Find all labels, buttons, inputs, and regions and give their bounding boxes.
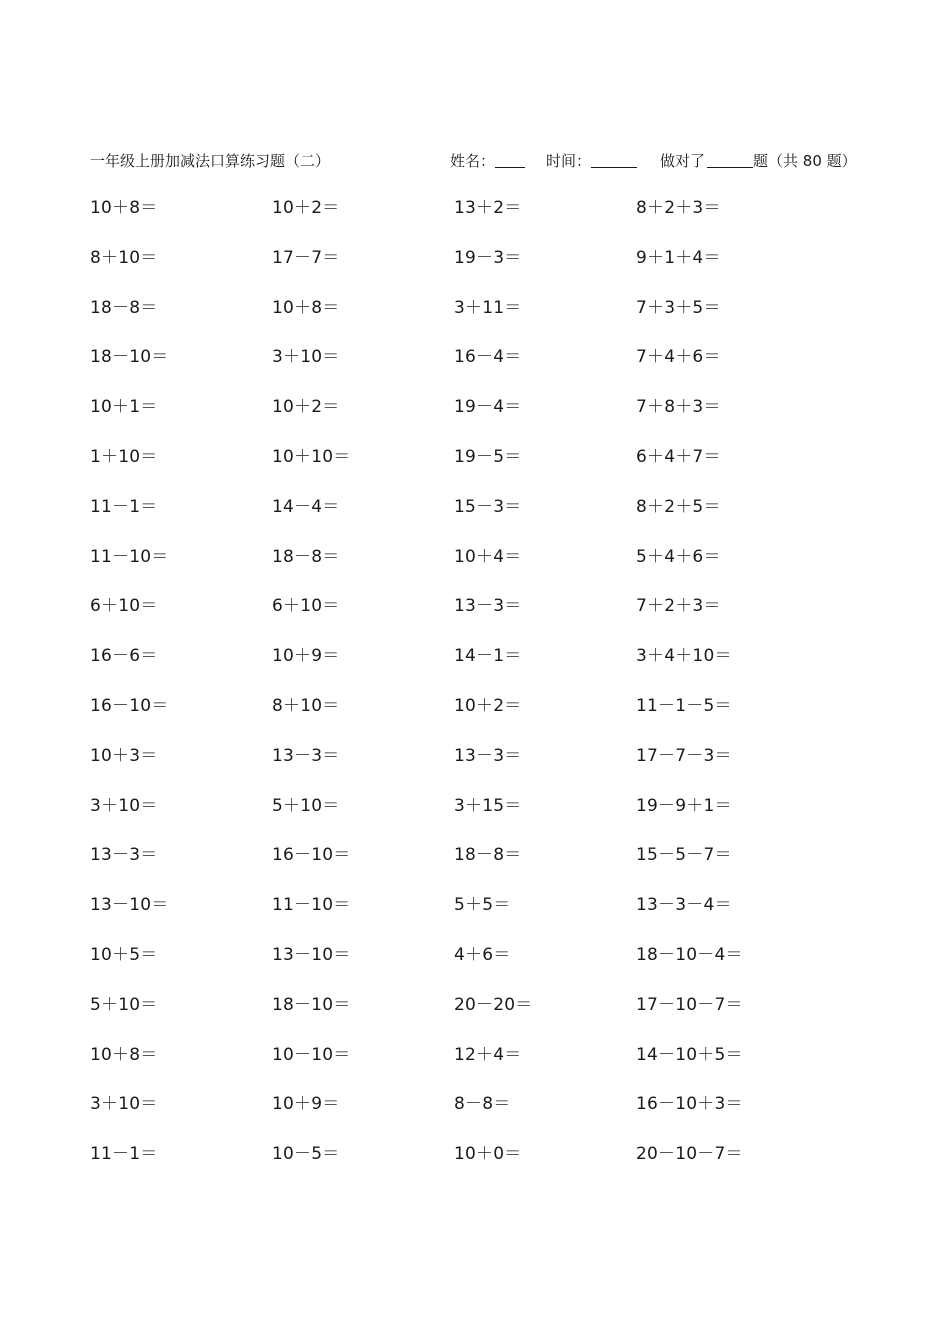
problem-item: 5＋5＝ [454,895,511,916]
time-label: 时间： [546,152,592,170]
problem-item: 5＋10＝ [272,795,340,816]
problem-item: 18－10＝ [272,994,351,1015]
worksheet-title: 一年级上册加减法口算练习题（二） [90,152,331,170]
problem-item: 9＋1＋4＝ [636,247,721,268]
problem-item: 6＋4＋7＝ [636,446,721,467]
problem-grid [90,195,790,1191]
problem-item: 10＋10＝ [272,446,351,467]
problem-item: 10＋4＝ [454,546,522,567]
problem-row [90,444,790,494]
correct-label: 做对了 [660,152,706,170]
correct-count-blank [707,151,753,168]
problem-item: 10－10＝ [272,1044,351,1065]
problem-item: 7＋3＋5＝ [636,297,721,318]
problem-item: 3＋15＝ [454,795,522,816]
problem-item: 11－10＝ [272,895,351,916]
problem-row [90,544,790,594]
problem-item: 13－10＝ [90,895,169,916]
problem-item: 10＋3＝ [90,745,158,766]
problem-item: 3＋10＝ [90,795,158,816]
problem-item: 19－4＝ [454,397,522,418]
problem-item: 11－10＝ [90,546,169,567]
problem-item: 6＋10＝ [272,596,340,617]
problem-item: 10＋9＝ [272,646,340,667]
problem-item: 8＋2＋5＝ [636,496,721,517]
problem-item: 13＋2＝ [454,198,522,218]
problem-item: 7＋4＋6＝ [636,347,721,368]
problem-item: 16－10＋3＝ [636,1094,743,1115]
problem-item: 14－4＝ [272,496,340,517]
name-blank [495,151,525,168]
problem-item: 19－9＋1＝ [636,795,732,816]
problem-row [90,1091,790,1141]
problem-item: 16－10＝ [90,695,169,716]
problem-item: 19－3＝ [454,247,522,268]
problem-item: 1＋10＝ [90,446,158,467]
problem-item: 13－3－4＝ [636,895,732,916]
name-label: 姓名： [450,152,496,170]
problem-item: 8＋2＋3＝ [636,198,721,218]
problem-item: 10－5＝ [272,1144,340,1165]
problem-item: 18－8＝ [454,845,522,866]
problem-item: 11－1－5＝ [636,695,732,716]
problem-row [90,942,790,992]
problem-item: 5＋4＋6＝ [636,546,721,567]
problem-item: 13－3＝ [454,596,522,617]
problem-row [90,344,790,394]
name-field-group [450,148,525,174]
problem-row [90,593,790,643]
problem-item: 16－6＝ [90,646,158,667]
problem-item: 17－10－7＝ [636,994,743,1015]
score-field-group [660,148,857,174]
problem-item: 10＋1＝ [90,397,158,418]
problem-item: 10＋0＝ [454,1144,522,1165]
problem-item: 10＋9＝ [272,1094,340,1115]
problem-item: 13－3＝ [90,845,158,866]
worksheet-header [90,148,880,174]
problem-item: 12＋4＝ [454,1044,522,1065]
problem-item: 10＋8＝ [272,297,340,318]
problem-item: 8＋10＝ [90,247,158,268]
problem-row [90,494,790,544]
problem-item: 18－8＝ [90,297,158,318]
time-field-group [546,148,637,174]
problem-row [90,842,790,892]
problem-item: 7＋8＋3＝ [636,397,721,418]
problem-item: 10＋2＝ [272,198,340,218]
problem-row [90,295,790,345]
problem-item: 20－10－7＝ [636,1144,743,1165]
problem-item: 13－3＝ [272,745,340,766]
problem-item: 5＋10＝ [90,994,158,1015]
problem-item: 20－20＝ [454,994,533,1015]
problem-row [90,394,790,444]
problem-item: 3＋11＝ [454,297,522,318]
problem-item: 10＋5＝ [90,944,158,965]
problem-item: 17－7－3＝ [636,745,732,766]
problem-item: 10＋8＝ [90,1044,158,1065]
problem-item: 15－5－7＝ [636,845,732,866]
problem-item: 3＋10＝ [90,1094,158,1115]
problem-row [90,793,790,843]
problem-item: 19－5＝ [454,446,522,467]
problem-item: 6＋10＝ [90,596,158,617]
time-blank [591,151,637,168]
problem-row [90,1042,790,1092]
problem-item: 13－3＝ [454,745,522,766]
total-label: 题（共 80 题） [753,152,857,170]
problem-row [90,1141,790,1191]
problem-item: 14－1＝ [454,646,522,667]
problem-row [90,743,790,793]
problem-item: 14－10＋5＝ [636,1044,743,1065]
problem-item: 10＋2＝ [272,397,340,418]
problem-item: 15－3＝ [454,496,522,517]
problem-item: 16－4＝ [454,347,522,368]
problem-item: 4＋6＝ [454,944,511,965]
problem-item: 10＋2＝ [454,695,522,716]
problem-row [90,892,790,942]
problem-item: 18－10－4＝ [636,944,743,965]
problem-item: 10＋8＝ [90,198,158,218]
problem-item: 17－7＝ [272,247,340,268]
problem-item: 18－8＝ [272,546,340,567]
problem-item: 16－10＝ [272,845,351,866]
problem-item: 11－1＝ [90,1144,158,1165]
problem-item: 18－10＝ [90,347,169,368]
problem-item: 3＋10＝ [272,347,340,368]
problem-item: 3＋4＋10＝ [636,646,732,667]
problem-item: 11－1＝ [90,496,158,517]
problem-row [90,245,790,295]
problem-item: 8＋10＝ [272,695,340,716]
problem-item: 8－8＝ [454,1094,511,1115]
problem-item: 7＋2＋3＝ [636,596,721,617]
problem-row [90,195,790,245]
problem-row [90,992,790,1042]
problem-row [90,693,790,743]
problem-item: 13－10＝ [272,944,351,965]
problem-row [90,643,790,693]
